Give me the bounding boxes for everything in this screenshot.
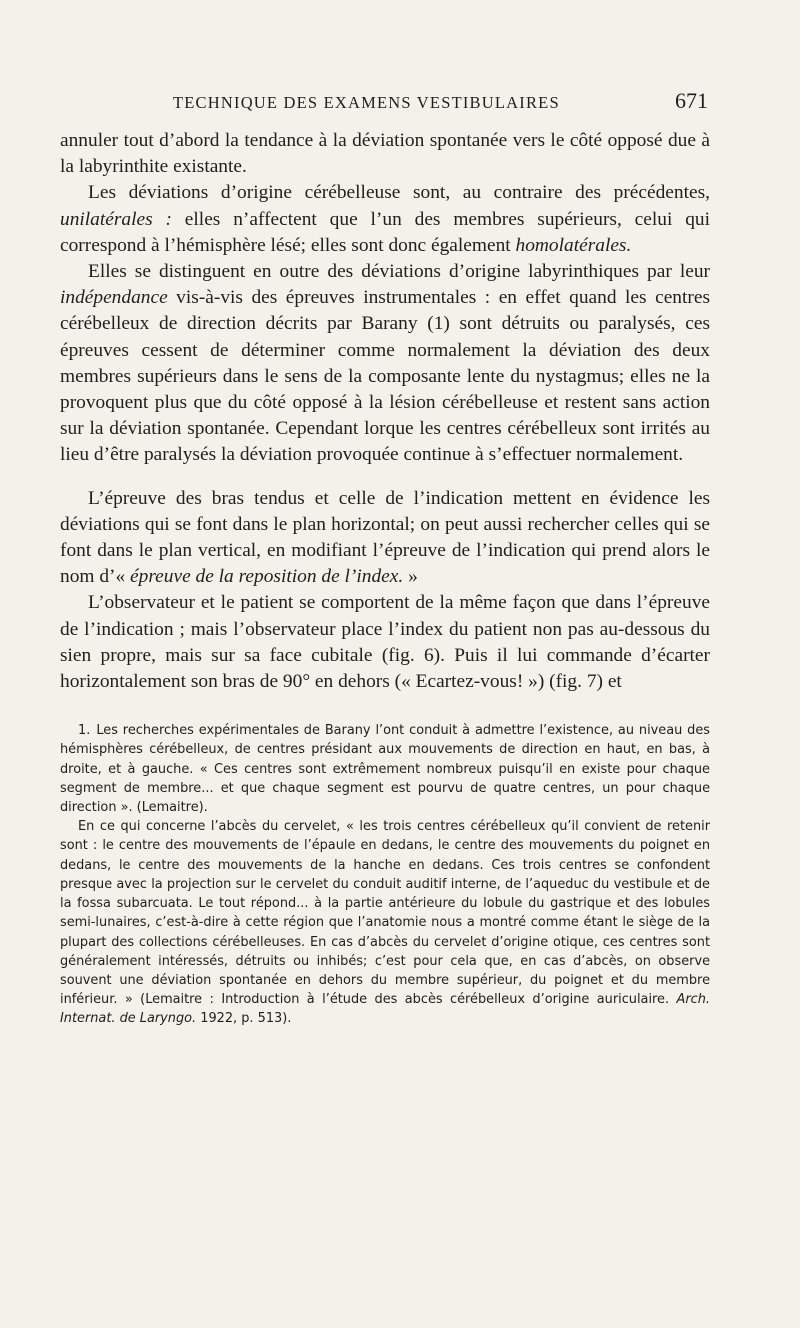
running-header (60, 88, 710, 118)
paragraph-observer: L’observateur et le patient se comportent de la même façon que dans l’épreuve de l’indication ; mais l’observateur place l’index du patient non pas au-dessous du sien propre, mais sur sa face cubitale (fig. 6). Puis il lui commande d’écarter horizontalement son bras de 90° en dehors (« Ecartez-vous! ») (fig. 7) et (60, 592, 710, 693)
footnote-paragraph-2: En ce qui concerne l’abcès du cervelet, « les trois centres cérébelleux qu’il convient de retenir sont : le centre des mouvements de l’épaule en dedans, le centre des mouvements du poignet en dedans, le centre des mouvements de la hanche en dedans. Ces trois centres se confondent presque avec la projection sur le cervelet du conduit auditif interne, de l’aqueduc du vestibule et de la fossa subarcuata. Le tout répond... à la partie antérieure du lobule du gastrique et des lobules semi-lunaires, c’est-à-dire à cette région que l’anatomie nous a montré comme étant le siège de la plupart des collections cérébelleuses. En cas d’abcès du cervelet d’origine otique, ces centres sont généralement intéressés, détruits ou inhibés; c’est pour cela que, en cas d’abcès, on observe souvent une déviation spontanée en dehors du membre supérieur, du poignet et du membre inférieur. » (Lemaitre : Introduction à l’étude des abcès cérébelleux d’origine auriculaire. Arch. Internat. de Laryngo. 1922, p. 513). (60, 819, 710, 1027)
footnote-marker: 1. (78, 723, 91, 739)
emphasis-unilaterales: unilatérales : (60, 208, 172, 230)
page-number: 671 (675, 88, 708, 113)
paragraph-independence: Elles se distinguent en outre des déviations d’origine labyrinthiques par leur indépendance vis-à-vis des épreuves instrumentales : en effet quand les centres cérébelleux de direction décrits par Barany (1) sont détruits ou paralysés, ces épreuves cessent de déterminer comme normalement la déviation des deux membres supérieurs dans le sens de la composante lente du nystagmus; elles ne la provoquent plus que du côté opposé à la lésion cérébelleuse et restent sans action sur la déviation spontanée. Cependant lorque les centres cérébelleux sont irrités au lieu d’être paralysés la déviation provoquée continue à s’effectuer normalement. (60, 261, 710, 466)
paragraph-cerebellar-deviations: Les déviations d’origine cérébelleuse sont, au contraire des précédentes, unilatérales : elles n’affectent que l’un des membres supérieurs, celui qui correspond à l’hémisphère lésé; elles sont donc également homolatérales. (60, 182, 710, 256)
footnote-citation: Arch. Internat. de Laryngo. (60, 992, 710, 1027)
book-page (60, 88, 710, 1029)
footnote (60, 721, 710, 1028)
footnote-paragraph-1: 1. Les recherches expérimentales de Barany l’ont conduit à admettre l’existence, au niveau des hémisphères cérébelleux, de centres présidant aux mouvements de direction en haut, en bas, à droite, et à gauche. « Ces centres sont extrêmement nombreux puisqu’il en existe pour chaque segment de membre... et que chaque segment est pourvu de quatre centres, un pour chaque direction ». (Lemaitre). (60, 723, 710, 816)
paragraph-continuation: annuler tout d’abord la tendance à la déviation spontanée vers le côté opposé due à la labyrinthite existante. (60, 130, 710, 178)
emphasis-reposition: épreuve de la reposition de l’index. (130, 566, 404, 588)
emphasis-independance: indépendance (60, 287, 168, 309)
emphasis-homolaterales: homolatérales. (515, 234, 632, 256)
running-title: TECHNIQUE DES EXAMENS VESTIBULAIRES (173, 93, 560, 112)
main-text (60, 128, 710, 695)
paragraph-arm-test: L’épreuve des bras tendus et celle de l’indication mettent en évidence les déviations qui se font dans le plan horizontal; on peut aussi rechercher celles qui se font dans le plan vertical, en modifiant l’épreuve de l’indication qui prend alors le nom d’« épreuve de la reposition de l’index. » (60, 487, 710, 588)
